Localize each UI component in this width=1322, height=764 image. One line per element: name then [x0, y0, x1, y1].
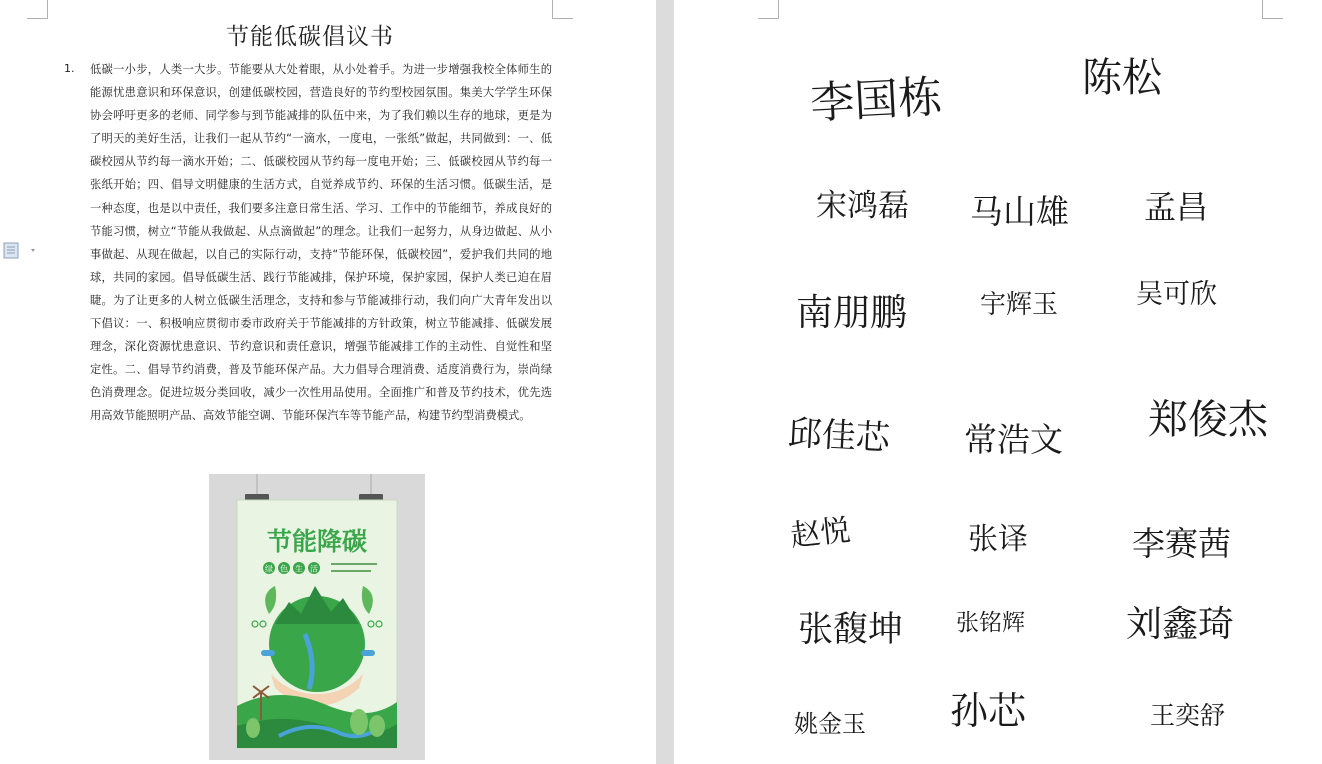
poster-image — [209, 474, 425, 760]
signature: 郑俊杰 — [1148, 397, 1268, 443]
signature: 姚金玉 — [794, 710, 866, 738]
poster-tagline-char: 绿 — [265, 564, 273, 574]
signature: 邱佳芯 — [786, 413, 891, 459]
document-title: 节能低碳倡议书 — [226, 24, 394, 50]
signature: 孙芯 — [950, 689, 1027, 733]
document-page-2 — [674, 0, 1322, 764]
page-gutter — [656, 0, 674, 764]
list-number: 1. — [64, 62, 75, 75]
signature: 陈松 — [1082, 55, 1162, 101]
poster-tagline-char: 活 — [310, 564, 318, 574]
signature: 王奕舒 — [1150, 701, 1226, 730]
page-corner-mark — [758, 0, 779, 19]
signature: 常浩文 — [964, 420, 1063, 459]
poster-tagline-char: 生 — [295, 564, 303, 574]
signature: 李国栋 — [808, 71, 944, 130]
signature: 宋鸿磊 — [816, 188, 909, 224]
document-page-1 — [0, 0, 656, 764]
poster-tagline-char: 色 — [280, 564, 288, 574]
signature: 张铭辉 — [956, 610, 1025, 636]
signature: 李赛茜 — [1132, 524, 1231, 563]
body-paragraph[interactable]: 低碳一小步，人类一大步。节能要从大处着眼，从小处着手。为进一步增强我校全体师生的能源忧患意识和环保意识，创建低碳校园，营造良好的节约型校园氛围。集美大学学生环保协会呼吁更多的老师、同学参与到节能减排的队伍中来，为了我们赖以生存的地球，更是为了明天的美好生活，让我们一起从节约“一滴水，一度电，一张纸”做起，共同做到：一、低碳校园从节约每一滴水开始；二、低碳校园从节约每一度电开始；三、低碳校园从节约每一张纸开始；四、倡导文明健康的生活方式，自觉养成节约、环保的生活习惯。低碳生活，是一种态度，也是以中责任，我们要多注意日常生活、学习、工作中的节能细节，养成良好的节能习惯，树立“节能从我做起、从点滴做起”的理念。让我们一起努力，从身边做起、从小事做起、从现在做起，以自己的实际行动，支持“节能环保，低碳校园”，爱护我们共同的地球，共同的家园。倡导低碳生活、践行节能减排，保护环境，保护家园，保护人类已迫在眉睫。为了让更多的人树立低碳生活理念，支持和参与节能减排行动，我们向广大青年发出以下倡议：一、积极响应贯彻市委市政府关于节能减排的方针政策，树立节能减排、低碳发展理念，深化资源忧患意识、节约意识和责任意识，增强节能减排工作的主动性、自觉性和坚定性。二、倡导节约消费，普及节能环保产品。大力倡导合理消费、适度消费行为，崇尚绿色消费理念。促进垃圾分类回收，减少一次性用品使用。全面推广和普及节约技术，优先选用高效节能照明产品、高效节能空调、节能环保汽车等节能产品，构建节约型消费模式。 — [90, 63, 552, 423]
signature: 马山雄 — [970, 192, 1069, 231]
signature: 吴可欣 — [1136, 279, 1217, 310]
page-corner-mark — [552, 0, 573, 19]
signature: 南朋鹏 — [796, 291, 907, 334]
page-corner-mark — [1262, 0, 1283, 19]
paragraph-layout-icon[interactable] — [3, 240, 39, 260]
signature: 赵悦 — [788, 512, 853, 555]
page-corner-mark — [27, 0, 48, 19]
signature: 孟昌 — [1144, 188, 1209, 226]
signature: 张译 — [968, 522, 1028, 557]
signature: 张馥坤 — [798, 610, 904, 650]
signature: 刘鑫琦 — [1126, 604, 1235, 645]
signature: 宇辉玉 — [980, 290, 1059, 320]
poster-headline: 节能降碳 — [266, 527, 368, 556]
